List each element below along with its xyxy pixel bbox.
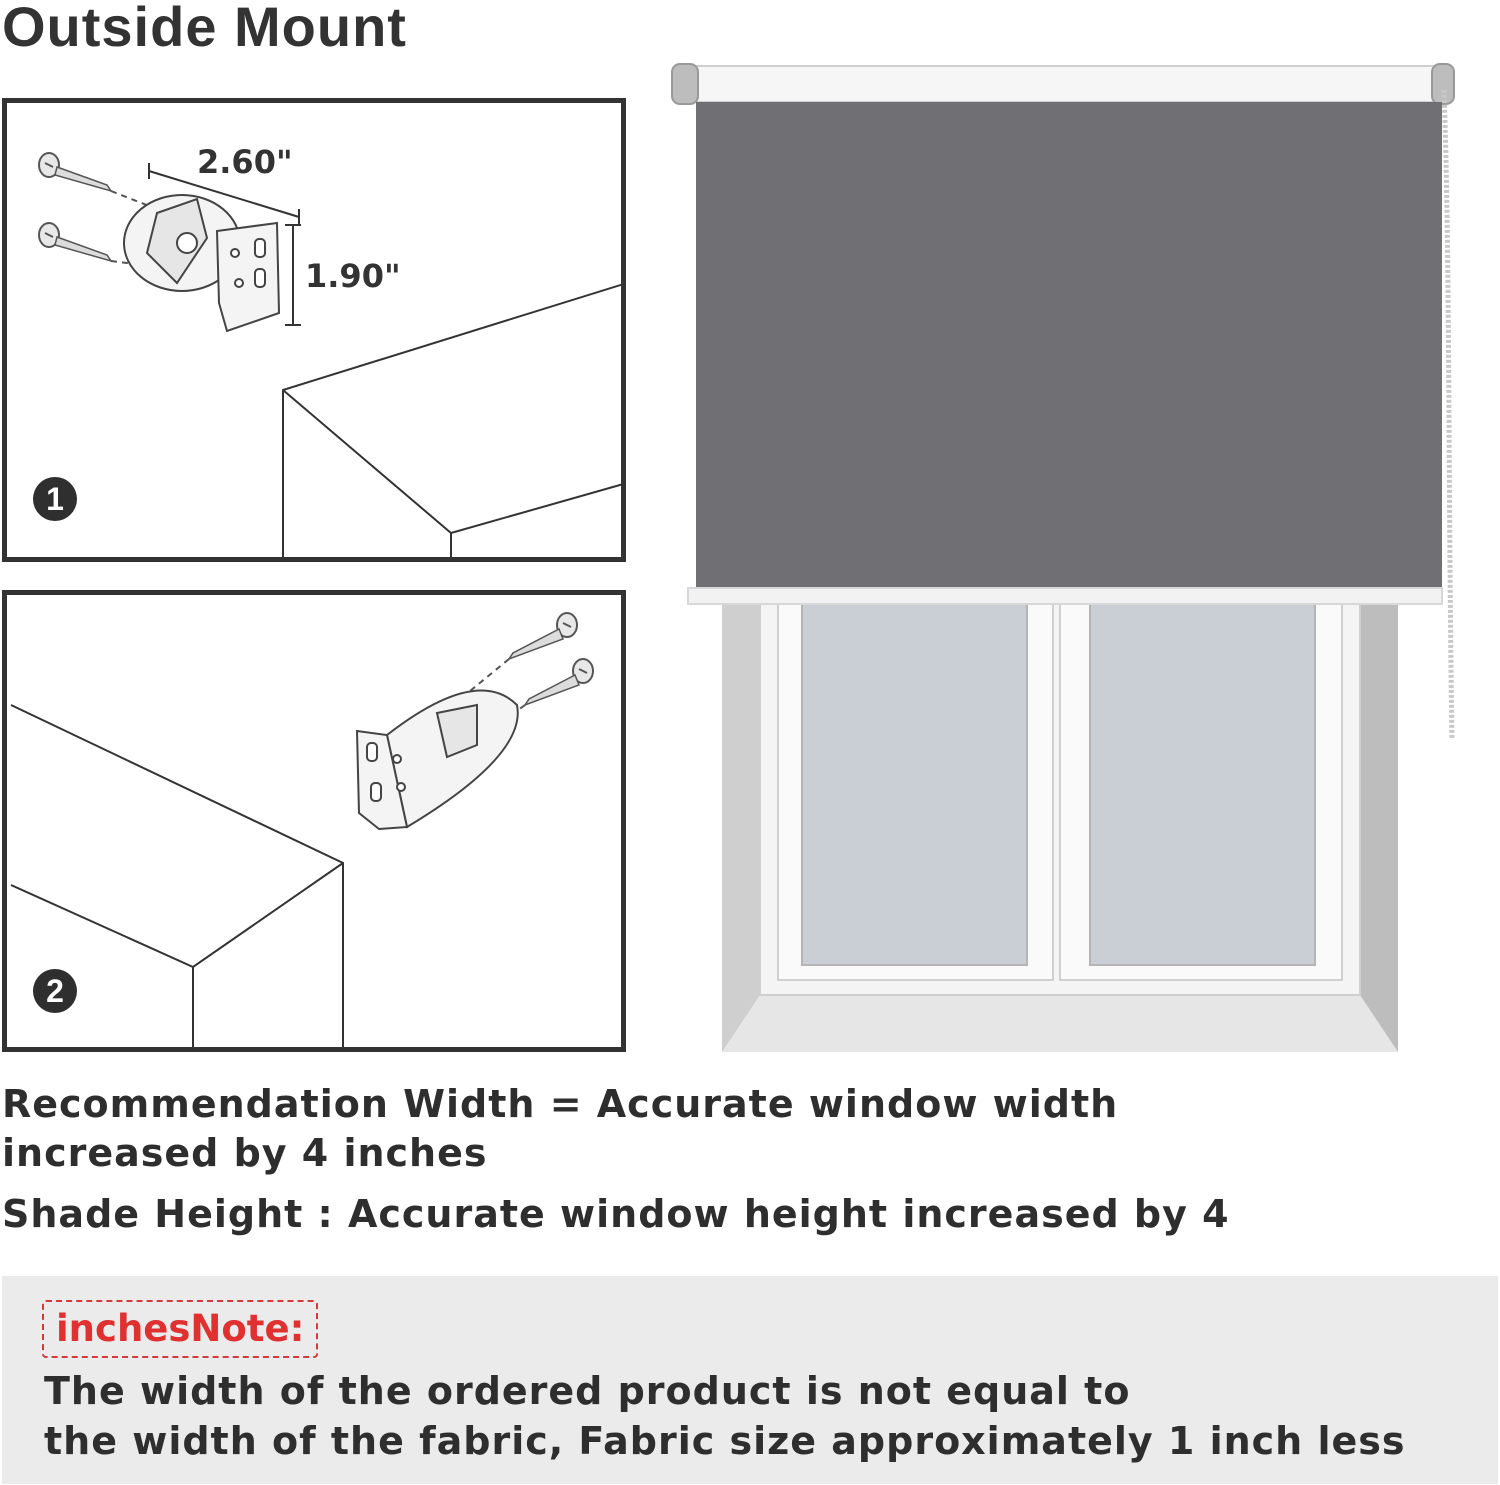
step-2-panel — [2, 590, 626, 1052]
screw-icon — [39, 223, 111, 261]
bracket-install-diagram-1 — [7, 103, 626, 562]
step-number-badge: 2 — [33, 969, 77, 1013]
roller-tube — [678, 66, 1450, 102]
step-1-panel — [2, 98, 626, 562]
bracket-icon — [124, 195, 279, 331]
recommendation-width-text: Recommendation Width = Accurate window width increased by 4 inches — [2, 1082, 1119, 1175]
note-text-line-2: the width of the fabric, Fabric size approximately 1 inch less — [44, 1419, 1406, 1463]
note-text-line-1: The width of the ordered product is not equal to — [44, 1369, 1131, 1413]
shade-height-text: Shade Height : Accurate window height increased by 4 — [2, 1192, 1230, 1236]
shade-fabric — [696, 102, 1442, 588]
screw-icon — [525, 659, 593, 705]
page-title: Outside Mount — [2, 0, 407, 58]
bracket-icon — [357, 690, 518, 829]
bracket-install-diagram-2 — [7, 595, 626, 1052]
note-text — [44, 1366, 1406, 1466]
note-label: inchesNote: — [42, 1300, 318, 1358]
step-number-badge: 1 — [33, 477, 77, 521]
pull-chain — [1444, 90, 1452, 740]
window-frame — [760, 600, 1360, 995]
width-dimension-label: 2.60" — [197, 143, 293, 181]
bottom-rail — [688, 588, 1442, 604]
roller-shade-illustration — [660, 60, 1480, 1060]
screw-icon — [509, 613, 577, 659]
screw-icon — [39, 153, 111, 191]
height-dimension-label: 1.90" — [305, 257, 401, 295]
